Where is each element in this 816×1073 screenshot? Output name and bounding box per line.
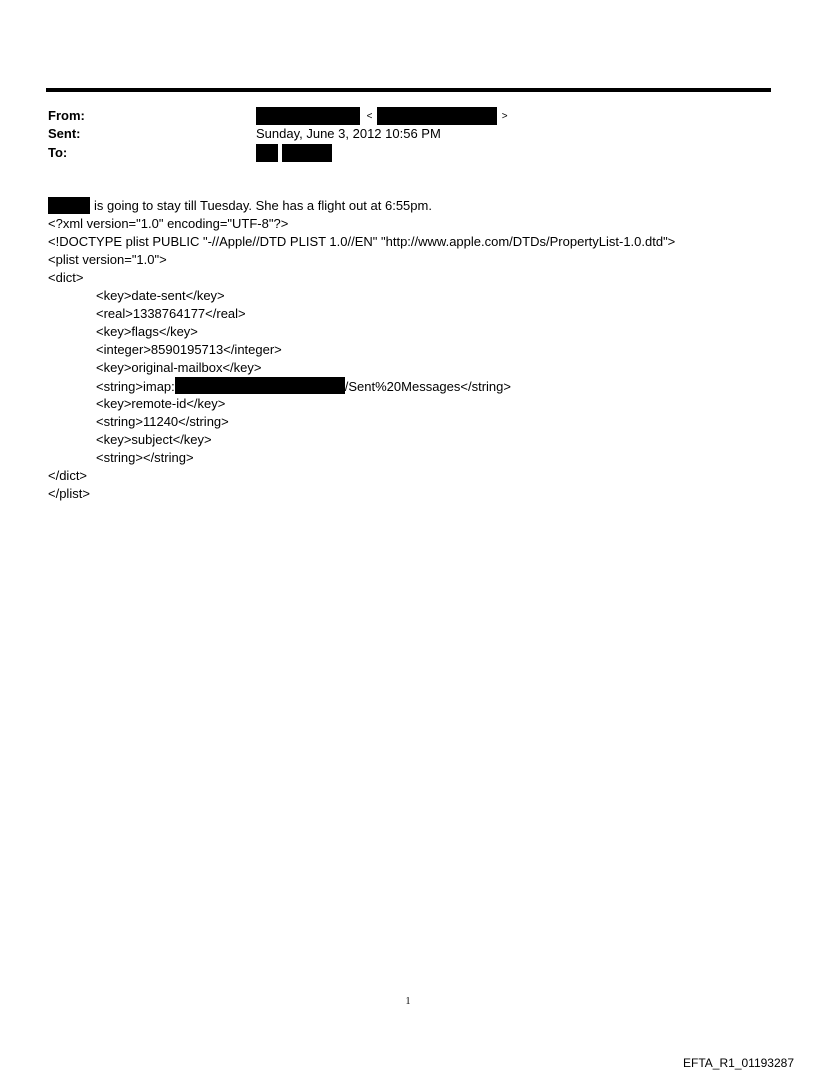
from-email-redaction xyxy=(377,107,497,125)
string-subject: <string></string> xyxy=(96,450,194,465)
header-rule xyxy=(46,88,771,92)
key-date-sent: <key>date-sent</key> xyxy=(96,288,225,303)
to-label: To: xyxy=(48,145,68,160)
sent-value: Sunday, June 3, 2012 10:56 PM xyxy=(256,126,441,141)
integer-value: <integer>8590195713</integer> xyxy=(96,342,282,357)
from-close-bracket: > xyxy=(501,111,508,123)
body-name-redaction xyxy=(48,197,90,214)
string-imap-suffix: /Sent%20Messages</string> xyxy=(344,379,511,394)
from-name-redaction xyxy=(256,107,360,125)
string-remote-id: <string>11240</string> xyxy=(96,414,229,429)
dict-open: <dict> xyxy=(48,270,84,285)
sent-label: Sent: xyxy=(48,126,81,141)
key-flags: <key>flags</key> xyxy=(96,324,198,339)
doctype-line: <!DOCTYPE plist PUBLIC "-//Apple//DTD PLIST 1.0//EN" "http://www.apple.com/DTDs/PropertyList-1.0.dtd"> xyxy=(48,234,676,249)
xml-declaration: <?xml version="1.0" encoding="UTF-8"?> xyxy=(48,216,289,231)
to-redaction-1 xyxy=(256,144,278,162)
plist-open: <plist version="1.0"> xyxy=(48,252,167,267)
imap-address-redaction xyxy=(175,377,345,394)
key-subject: <key>subject</key> xyxy=(96,432,212,447)
from-label: From: xyxy=(48,108,85,123)
to-redaction-2 xyxy=(282,144,332,162)
key-remote-id: <key>remote-id</key> xyxy=(96,396,226,411)
plist-close: </plist> xyxy=(48,486,90,501)
key-original-mailbox: <key>original-mailbox</key> xyxy=(96,360,262,375)
real-value: <real>1338764177</real> xyxy=(96,306,246,321)
string-imap-line xyxy=(96,377,511,396)
string-imap-prefix: <string>imap: xyxy=(96,379,175,394)
message-text: is going to stay till Tuesday. She has a flight out at 6:55pm. xyxy=(94,198,432,213)
page-number: 1 xyxy=(405,996,411,1007)
document-id: EFTA_R1_01193287 xyxy=(683,1056,794,1070)
dict-close: </dict> xyxy=(48,468,88,483)
from-open-bracket: < xyxy=(366,111,373,123)
from-value xyxy=(256,107,508,125)
